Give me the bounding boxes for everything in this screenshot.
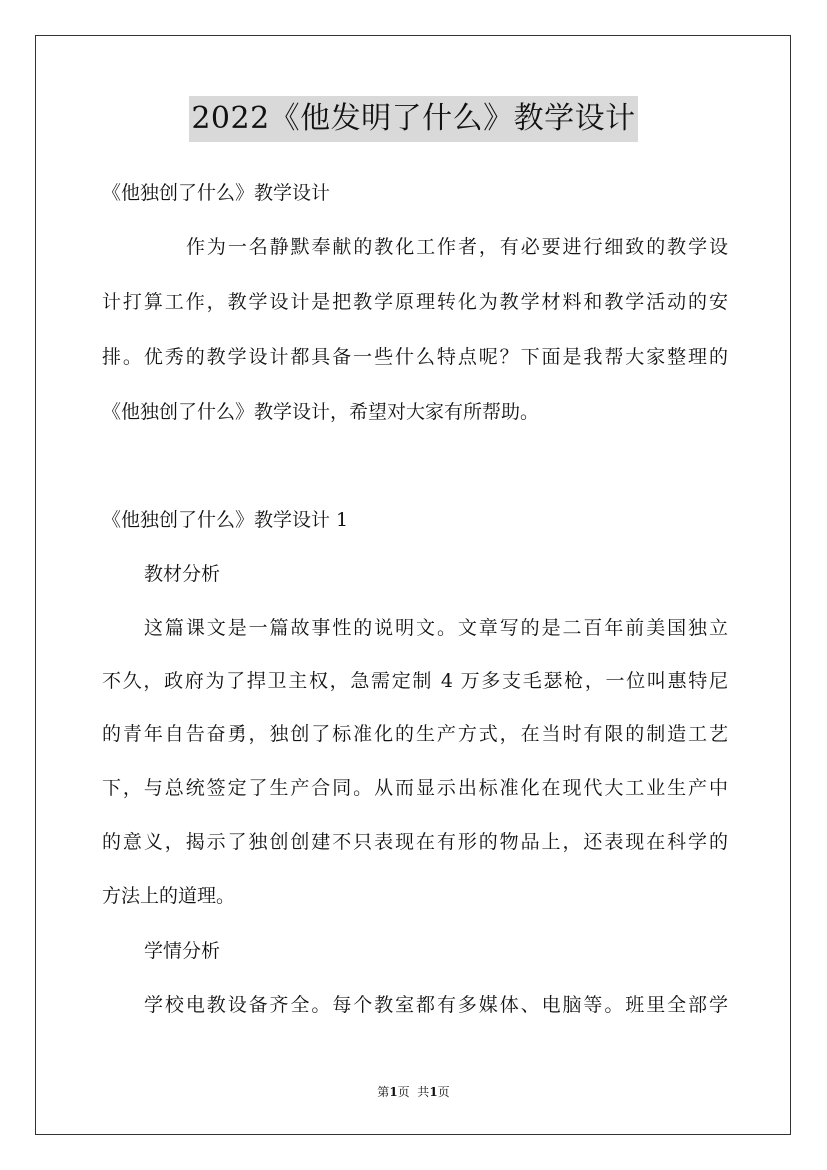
footer-page-total: 1 bbox=[429, 1085, 438, 1099]
footer-page-prefix: 第 bbox=[377, 1085, 390, 1099]
material-line: 这篇课文是一篇故事性的说明文。文章写的是二百年前美国独立 bbox=[144, 617, 728, 639]
material-line: 的青年自告奋勇，独创了标准化的生产方式，在当时有限的制造工艺 bbox=[102, 723, 728, 745]
document-title: 2022《他发明了什么》教学设计 bbox=[189, 96, 637, 142]
footer-page-mid: 页 共 bbox=[397, 1085, 430, 1099]
intro-line: 排。优秀的教学设计都具备一些什么特点呢？下面是我帮大家整理的 bbox=[102, 346, 728, 368]
footer-page-suffix: 页 bbox=[437, 1085, 450, 1099]
material-line: 下，与总统签定了生产合同。从而显示出标准化在现代大工业生产中 bbox=[102, 777, 728, 799]
intro-line: 作为一名静默奉献的教化工作者，有必要进行细致的教学设 bbox=[186, 236, 728, 258]
heading-students: 学情分析 bbox=[144, 940, 221, 962]
material-line: 不久，政府为了捍卫主权，急需定制 4 万多支毛瑟枪，一位叫惠特尼 bbox=[102, 670, 728, 692]
intro-line: 《他独创了什么》教学设计，希望对大家有所帮助。 bbox=[102, 401, 540, 423]
material-line: 的意义，揭示了独创创建不只表现在有形的物品上，还表现在科学的 bbox=[102, 831, 728, 853]
heading-material: 教材分析 bbox=[144, 563, 221, 585]
subtitle: 《他独创了什么》教学设计 bbox=[102, 182, 331, 204]
page-footer bbox=[0, 1084, 827, 1100]
footer-page-number: 1 bbox=[389, 1085, 398, 1099]
material-line: 方法上的道理。 bbox=[102, 885, 236, 907]
students-line: 学校电教设备齐全。每个教室都有多媒体、电脑等。班里全部学 bbox=[144, 994, 728, 1016]
section-title: 《他独创了什么》教学设计 1 bbox=[102, 509, 349, 531]
title-container bbox=[0, 96, 827, 142]
intro-line: 计打算工作，教学设计是把教学原理转化为教学材料和教学活动的安 bbox=[102, 291, 728, 313]
